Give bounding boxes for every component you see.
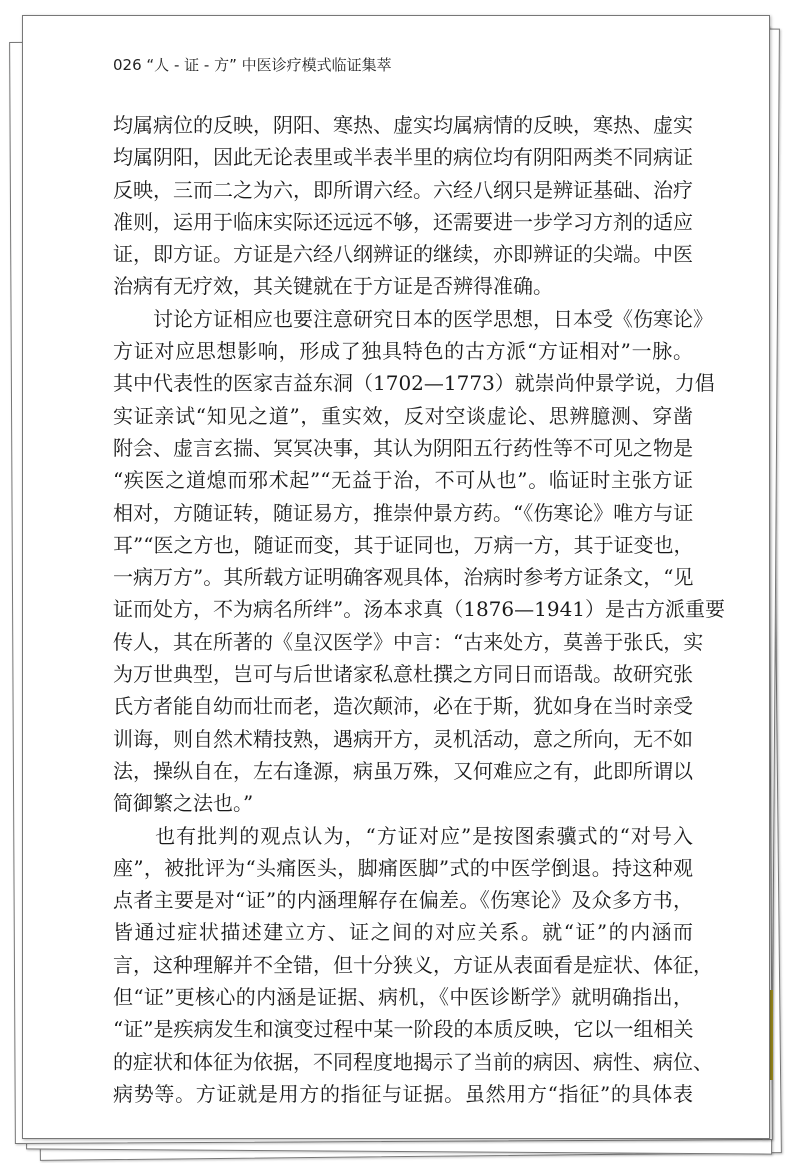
text-line: 附会、虚言玄揣、冥冥决事，其认为阴阳五行药性等不可见之物是 — [113, 435, 693, 460]
text-line: 均属阴阳，因此无论表里或半表半里的病位均有阴阳两类不同病证 — [113, 145, 693, 170]
text-line: 一病万方”。其所载方证明确客观具体，治病时参考方证条文，“见 — [113, 565, 694, 590]
text-line: 其中代表性的医家吉益东洞（1702—1773）就崇尚仲景学说，力倡 — [113, 371, 715, 396]
paragraph — [113, 820, 713, 1111]
text-line: 点者主要是对“证”的内涵理解存在偏差。《伤寒论》及众多方书， — [113, 888, 693, 913]
text-line: “疾医之道熄而邪术起”“无益于治，不可从也”。临证时主张方证 — [113, 468, 693, 493]
book-page — [22, 15, 770, 1139]
text-line: “证”是疾病发生和演变过程中某一阶段的本质反映，它以一组相关 — [113, 1017, 694, 1042]
paragraph — [113, 109, 693, 303]
running-head: 026 “人 - 证 - 方” 中医诊疗模式临证集萃 — [113, 56, 392, 74]
text-line: 皆通过症状描述建立方、证之间的对应关系。就“证”的内涵而 — [113, 920, 693, 945]
text-line: 为万世典型，岂可与后世诸家私意杜撰之方同日而语哉。故研究张 — [113, 662, 693, 687]
text-line: 简御繁之法也。” — [113, 791, 254, 816]
text-line: 传人，其在所著的《皇汉医学》中言：“古来处方，莫善于张氏，实 — [113, 629, 704, 654]
page-body — [113, 109, 726, 1110]
text-line: 准则，运用于临床实际还远远不够，还需要进一步学习方剂的适应 — [113, 209, 693, 234]
text-line: 也有批判的观点认为，“方证对应”是按图索骥式的“对号入 — [113, 823, 693, 848]
text-line: 座”，被批评为“头痛医头，脚痛医脚”式的中医学倒退。持这种观 — [113, 855, 693, 880]
text-line: 氏方者能自幼而壮而老，造次颠沛，必在于斯，犹如身在当时亲受 — [113, 694, 693, 719]
text-line: 证，即方证。方证是六经八纲辨证的继续，亦即辨证的尖端。中医 — [113, 242, 693, 267]
text-line: 的症状和体征为依据，不同程度地揭示了当前的病因、病性、病位、 — [113, 1049, 713, 1074]
text-line: 病势等。方证就是用方的指征与证据。虽然用方“指征”的具体表 — [113, 1081, 693, 1106]
text-line: 言，这种理解并不全错，但十分狭义，方证从表面看是症状、体征， — [113, 952, 713, 977]
text-line: 治病有无疗效，其关键就在于方证是否辨得准确。 — [113, 274, 553, 299]
text-line: 相对，方随证转，随证易方，推崇仲景方药。“《伤寒论》唯方与证 — [113, 500, 694, 525]
text-line: 但“证”更核心的内涵是证据、病机，《中医诊断学》就明确指出， — [113, 985, 693, 1010]
text-line: 讨论方证相应也要注意研究日本的医学思想，日本受《伤寒论》 — [113, 306, 713, 331]
text-line: 耳”“医之方也，随证而变，其于证同也，万病一方，其于证变也， — [113, 532, 694, 557]
text-line: 均属病位的反映，阴阳、寒热、虚实均属病情的反映，寒热、虚实 — [113, 113, 693, 137]
text-line: 训诲，则自然术精技熟，遇病开方，灵机活动，意之所向，无不如 — [113, 726, 693, 751]
text-line: 实证亲试“知见之道”，重实效，反对空谈虚论、思辨臆测、穿凿 — [113, 403, 693, 428]
text-line: 法，操纵自在，左右逢源，病虽万殊，又何难应之有，此即所谓以 — [113, 758, 693, 783]
text-line: 反映，三而二之为六，即所谓六经。六经八纲只是辨证基础、治疗 — [113, 177, 693, 202]
paragraph — [113, 303, 726, 820]
text-line: 方证对应思想影响，形成了独具特色的古方派“方证相对”一脉。 — [113, 339, 693, 364]
text-line: 证而处方，不为病名所绊”。汤本求真（1876—1941）是古方派重要 — [113, 597, 726, 622]
